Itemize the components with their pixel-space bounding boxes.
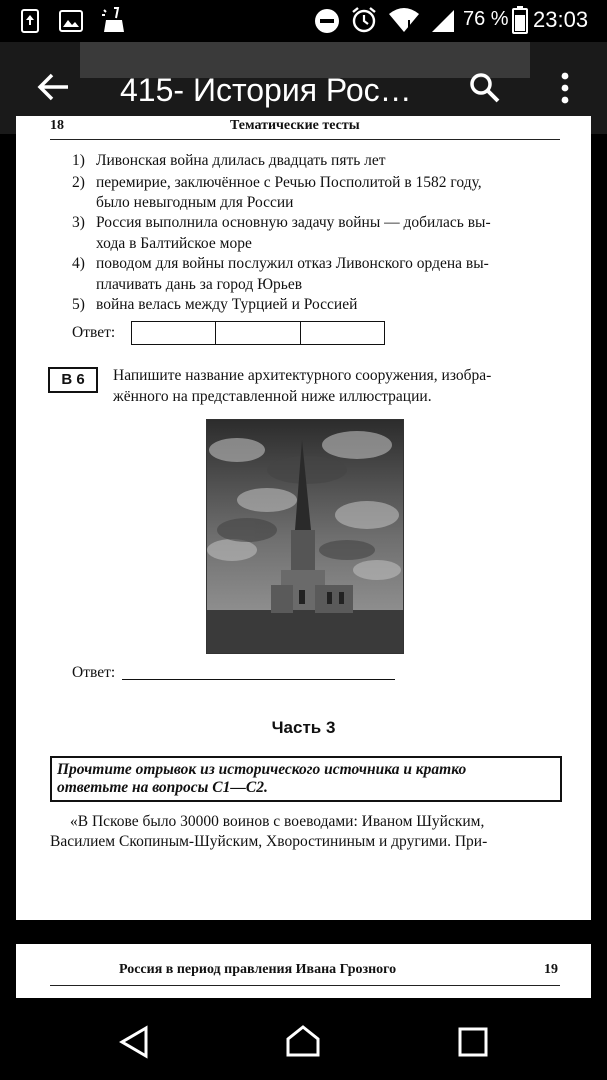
task-text: Напишите название архитектурного сооружения, изобра-	[113, 367, 492, 384]
instruction-text: ответьте на вопросы С1—С2.	[57, 779, 268, 796]
search-icon[interactable]	[469, 72, 501, 109]
option-text: плачивать дань за город Юрьев	[96, 276, 303, 293]
option-text: война велась между Турцией и Россией	[96, 296, 358, 313]
answer-line	[122, 679, 395, 680]
task-label: В 6	[48, 367, 98, 393]
header-rule	[50, 985, 560, 986]
option-number: 5)	[72, 296, 85, 313]
alarm-icon	[350, 6, 378, 39]
church-illustration	[206, 419, 404, 654]
option-text: было невыгодным для России	[96, 194, 294, 211]
clock: 23:03	[533, 7, 589, 32]
option-number: 2)	[72, 174, 85, 191]
answer-cell	[301, 322, 384, 344]
option-text: перемирие, заключённое с Речью Посполитой в 1582 году,	[96, 174, 482, 191]
do-not-disturb-icon	[314, 8, 340, 39]
task-text: жённого на представленной ниже иллюстрации.	[113, 388, 432, 405]
battery-icon	[512, 6, 528, 39]
answer-cells	[131, 321, 385, 345]
image-notification-icon	[59, 10, 83, 37]
instruction-text: Прочтите отрывок из исторического источника и кратко	[57, 761, 467, 778]
answer-cell	[132, 322, 216, 344]
status-bar	[0, 0, 607, 42]
part-heading: Часть 3	[271, 718, 336, 737]
navigation-bar	[0, 1000, 607, 1080]
wifi-icon	[388, 8, 420, 39]
home-icon[interactable]	[285, 1024, 321, 1063]
upload-notification-icon	[20, 8, 40, 39]
document-title: 415- История Рос…	[120, 72, 412, 108]
header-rule	[50, 139, 560, 140]
more-options-icon[interactable]	[560, 72, 570, 109]
option-text: Россия выполнила основную задачу войны — добилась вы-	[96, 214, 491, 231]
back-arrow-icon[interactable]	[36, 72, 70, 107]
signal-icon	[430, 8, 456, 39]
back-icon[interactable]	[118, 1025, 150, 1064]
running-title: Тематические тесты	[230, 118, 360, 133]
quote-text: Василием Скопиным-Шуйским, Хворостининым и другими. При-	[50, 833, 488, 850]
document-page	[16, 116, 591, 920]
document-page-next	[16, 944, 591, 998]
answer-label: Ответ:	[72, 324, 116, 341]
page-number: 19	[544, 962, 558, 977]
quote-text: «В Пскове было 30000 воинов с воеводами: Иваном Шуйским,	[70, 813, 485, 830]
battery-percent: 76 %	[463, 8, 509, 30]
running-title: Россия в период правления Ивана Грозного	[119, 962, 397, 977]
option-text: поводом для войны послужил отказ Ливонского ордена вы-	[96, 255, 489, 272]
answer-label: Ответ:	[72, 664, 116, 681]
option-number: 1)	[72, 152, 85, 169]
answer-cell	[216, 322, 300, 344]
page-number: 18	[50, 118, 64, 133]
option-number: 3)	[72, 214, 85, 231]
recent-apps-icon[interactable]	[458, 1027, 488, 1062]
option-number: 4)	[72, 255, 85, 272]
option-text: хода в Балтийское море	[96, 235, 252, 252]
cleaner-notification-icon	[100, 6, 126, 39]
option-text: Ливонская война длилась двадцать пять лет	[96, 152, 386, 169]
